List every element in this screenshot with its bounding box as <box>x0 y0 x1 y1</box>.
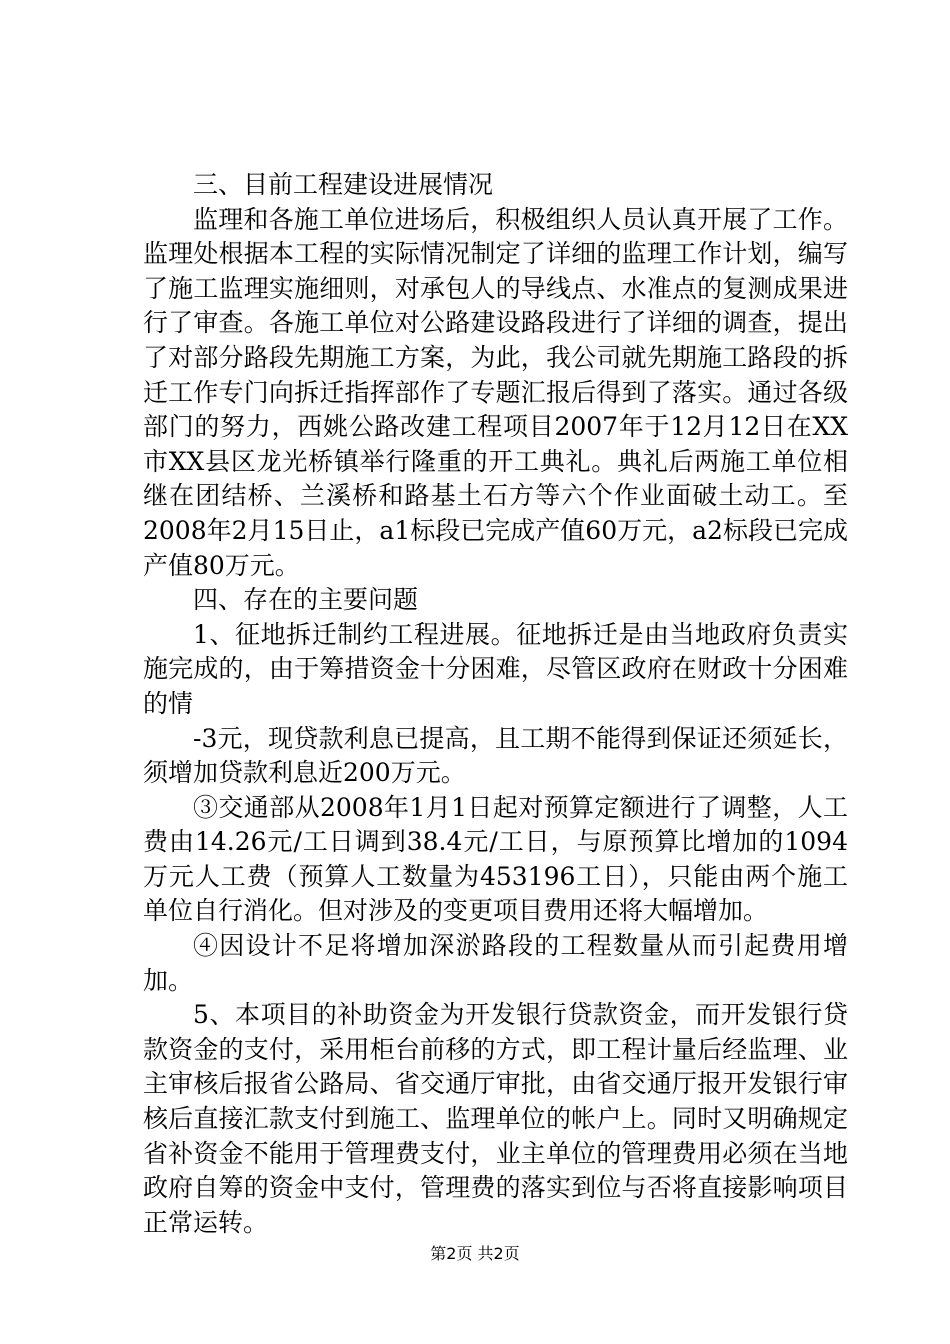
page-footer: 第2页 共2页 <box>430 1244 520 1263</box>
document-body <box>143 168 848 1240</box>
paragraph-loan-interest: -3元，现贷款利息已提高，且工期不能得到保证还须延长，须增加贷款利息近200万元。 <box>143 723 848 788</box>
paragraph-progress: 监理和各施工单位进场后，积极组织人员认真开展了工作。监理处根据本工程的实际情况制定了详细的监理工作计划，编写了施工监理实施细则，对承包人的导线点、水准点的复测成果进行了审查。各施工单位对公路建设路段进行了详细的调查，提出了对部分路段先期施工方案，为此，我公司就先期施工路段的拆迁工作专门向拆迁指挥部作了专题汇报后得到了落实。通过各级部门的努力，西姚公路改建工程项目2007年于12月12日在XX市XX县区龙光桥镇举行隆重的开工典礼。典礼后两施工单位相继在团结桥、兰溪桥和路基土石方等六个作业面破土动工。至2008年2月15日止，a1标段已完成产值60万元，a2标段已完成产值80万元。 <box>143 204 848 580</box>
paragraph-item-3: ③交通部从2008年1月1日起对预算定额进行了调整，人工费由14.26元/工日调到38.4元/工日，与原预算比增加的1094万元人工费（预算人工数量为453196工日），只能由两个施工单位自行消化。但对涉及的变更项目费用还将大幅增加。 <box>143 792 848 926</box>
paragraph-problem-1: 1、征地拆迁制约工程进展。征地拆迁是由当地政府负责实施完成的，由于筹措资金十分困难，尽管区政府在财政十分困难的情 <box>143 619 848 718</box>
section-heading-problems: 四、存在的主要问题 <box>193 585 419 615</box>
section-heading-progress: 三、目前工程建设进展情况 <box>193 170 494 199</box>
paragraph-problem-5: 5、本项目的补助资金为开发银行贷款资金，而开发银行贷款资金的支付，采用柜台前移的方式，即工程计量后经监理、业主审核后报省公路局、省交通厅审批，由省交通厅报开发银行审核后直接汇款支付到施工、监理单位的帐户上。同时又明确规定省补资金不能用于管理费支付，业主单位的管理费用必须在当地政府自筹的资金中支付，管理费的落实到位与否将直接影响项目正常运转。 <box>143 1000 848 1237</box>
paragraph-item-4: ④因设计不足将增加深淤路段的工程数量从而引起费用增加。 <box>143 931 848 995</box>
